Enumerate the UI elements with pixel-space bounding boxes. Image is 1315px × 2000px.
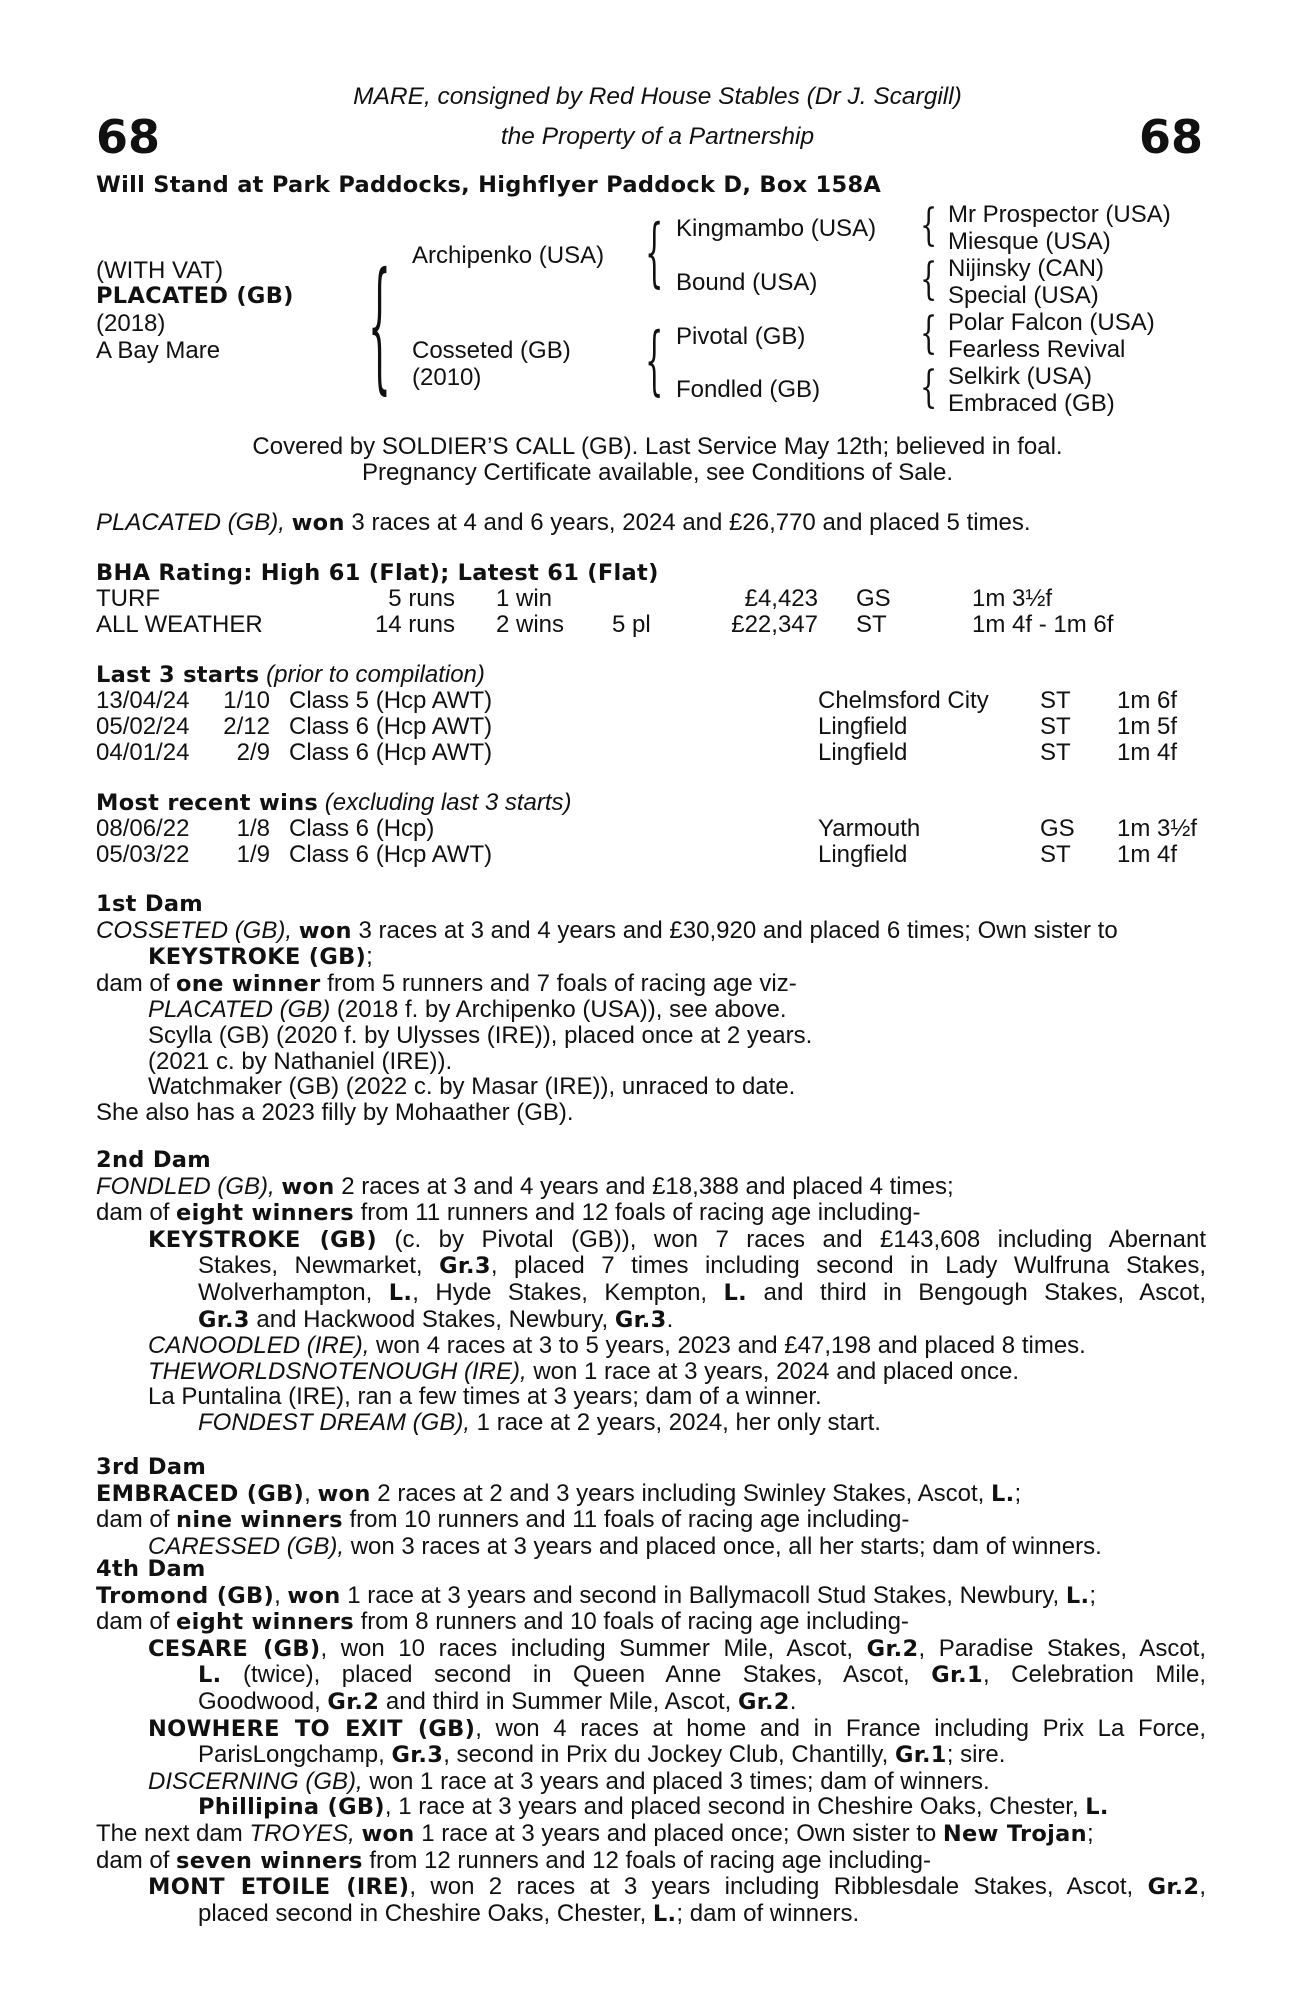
mont-etoile-listed: L. (652, 1900, 677, 1927)
theworldsnotenough-record: won 1 race at 3 years, 2024 and placed once. (526, 1357, 1019, 1385)
last-start-1-class: Class 5 (Hcp AWT) (289, 687, 493, 714)
bha-aw-placed: 5 pl (612, 611, 651, 638)
last-start-3-class: Class 6 (Hcp AWT) (289, 739, 493, 766)
keystroke-grade-2: Gr.3 (198, 1306, 250, 1333)
grandsire-1: Mr Prospector (USA) (948, 201, 1171, 228)
nowhere-text-2a: ParisLongchamp, (198, 1741, 392, 1769)
third-dam-name: EMBRACED (GB) (96, 1480, 305, 1507)
last-start-1-date: 13/04/24 (96, 687, 190, 714)
pedigree-brace-2a: { (645, 210, 664, 298)
theworldsnotenough-name: THEWORLDSNOTENOUGH (IRE), (148, 1357, 527, 1385)
keystroke-text-3c: , Hyde Stakes, Kempton, (412, 1278, 724, 1306)
cesare-text-3e: . (789, 1687, 797, 1715)
summary-rest: 3 races at 4 and 6 years, 2024 and £26,770 and placed 5 times. (344, 509, 1031, 536)
nowhere-to-exit-record: , won 4 races at home and in France including Prix La Force, (475, 1714, 1206, 1742)
second-dam-won: won (281, 1173, 335, 1200)
last-start-2-distance: 1m 5f (1117, 713, 1178, 740)
next-dam-intro: The next dam (96, 1819, 250, 1847)
mont-etoile-text-2c: ; dam of winners. (676, 1899, 860, 1927)
location-line: Will Stand at Park Paddocks, Highflyer Paddock D, Box 158A (96, 172, 882, 198)
granddam-4: Embraced (GB) (948, 390, 1115, 417)
horse-name: PLACATED (GB) (96, 283, 294, 309)
recent-win-2-class: Class 6 (Hcp AWT) (289, 841, 493, 868)
produce-2023-filly: She also has a 2023 filly by Mohaather (GB). (96, 1098, 574, 1126)
last-start-2-class: Class 6 (Hcp AWT) (289, 713, 493, 740)
keystroke-text-2c: , placed 7 times including second in Lady Wulfruna Stakes, (490, 1252, 1207, 1280)
second-dam-of: dam of (96, 1199, 177, 1227)
phillipina-listed: L. (1085, 1794, 1109, 1821)
bha-aw-runs: 14 runs (374, 611, 455, 638)
third-dam-listed: L. (990, 1480, 1015, 1507)
keystroke-record: (c. by Pivotal (GB)), won 7 races and £143,608 including Abernant (376, 1225, 1206, 1253)
mont-etoile-name: MONT ETOILE (IRE) (148, 1874, 410, 1901)
second-dam-foals: from 11 runners and 12 foals of racing age including- (353, 1199, 921, 1227)
keystroke-text-4d: . (666, 1305, 674, 1333)
nowhere-text-2c: , second in Prix du Jockey Club, Chantilly, (443, 1741, 895, 1769)
last-start-1-course: Chelmsford City (818, 687, 989, 714)
recent-win-2-date: 05/03/22 (96, 841, 190, 868)
fourth-dam-won: won (287, 1582, 341, 1609)
cesare-name: CESARE (GB) (148, 1635, 321, 1662)
bha-turf-distance: 1m 3½f (972, 585, 1053, 612)
summary-name: PLACATED (GB), (96, 509, 285, 536)
next-dam-record: 1 race at 3 years and placed once; Own sister to (414, 1819, 943, 1847)
bha-turf-runs: 5 runs (388, 585, 455, 612)
last-start-1-going: ST (1040, 687, 1071, 714)
last-start-3-distance: 1m 4f (1117, 739, 1178, 766)
cesare-text-1c: , Paradise Stakes, Ascot, (918, 1634, 1206, 1662)
grandsire-3: Polar Falcon (USA) (948, 309, 1155, 336)
last-starts-title: Last 3 starts (96, 662, 260, 688)
granddam-3: Fearless Revival (948, 336, 1126, 363)
first-dam-winners: one winner (176, 970, 321, 997)
first-dam-won: won (298, 917, 352, 944)
third-dam-record: 2 races at 2 and 3 years including Swinley Stakes, Ascot, (370, 1479, 991, 1507)
phillipina-record: , 1 race at 3 years and placed second in Cheshire Oaks, Chester, (384, 1793, 1086, 1821)
sire: Archipenko (USA) (412, 242, 605, 269)
cesare-listed: L. (198, 1662, 222, 1689)
recent-win-2-distance: 1m 4f (1117, 841, 1178, 868)
next-dam-won: won (361, 1820, 415, 1847)
nowhere-to-exit-name: NOWHERE TO EXIT (GB) (148, 1715, 476, 1742)
pedigree-brace-3a: { (920, 201, 938, 252)
keystroke-text-3e: and third in Bengough Stakes, Ascot, (747, 1278, 1206, 1306)
first-dam-section (96, 892, 1206, 1125)
bha-aw-distance: 1m 4f - 1m 6f (972, 611, 1114, 638)
covering-line-1: Covered by SOLDIER’S CALL (GB). Last Service May 12th; believed in foal. (252, 433, 1063, 460)
keystroke-grade-3: Gr.3 (614, 1306, 667, 1333)
race-summary (96, 510, 1031, 537)
lot-number-right: 68 (1138, 110, 1203, 164)
cesare-text-3a: Goodwood, (198, 1687, 328, 1715)
fourth-dam-of: dam of (96, 1608, 177, 1636)
recent-win-1-distance: 1m 3½f (1117, 815, 1198, 842)
fourth-dam-punct: ; (1089, 1581, 1097, 1609)
bha-aw-prize: £22,347 (731, 611, 818, 638)
nowhere-grade-1: Gr.3 (391, 1742, 444, 1769)
pedigree-brace-3b: { (920, 255, 938, 306)
last-start-3-course: Lingfield (818, 739, 908, 766)
third-dam-punct: ; (1014, 1479, 1022, 1507)
keystroke-listed-1: L. (388, 1279, 413, 1306)
cesare-text-2b: (twice), placed second in Queen Anne Stakes, Ascot, (221, 1661, 932, 1689)
keystroke-text-3a: Wolverhampton, (198, 1278, 389, 1306)
vat-note: (WITH VAT) (96, 257, 224, 284)
third-dam-title: 3rd Dam (96, 1454, 207, 1480)
produce-placated-note: (2018 f. by Archipenko (USA)), see above. (330, 996, 787, 1024)
horse-year: (2018) (96, 310, 166, 337)
granddam-1: Miesque (USA) (948, 228, 1111, 255)
cesare-grade-4: Gr.2 (738, 1688, 790, 1715)
first-dam-title: 1st Dam (96, 891, 204, 917)
keystroke-text-4b: and Hackwood Stakes, Newbury, (249, 1305, 615, 1333)
second-dam-name: FONDLED (GB), (96, 1172, 275, 1200)
fourth-dam-title: 4th Dam (96, 1556, 206, 1582)
third-dam-foals: from 10 runners and 11 foals of racing age including- (342, 1506, 910, 1534)
discerning-name: DISCERNING (GB), (148, 1767, 363, 1795)
phillipina-name: Phillipina (GB) (198, 1794, 385, 1821)
produce-2021-colt: (2021 c. by Nathaniel (IRE)). (148, 1047, 453, 1075)
bha-aw-surface: ALL WEATHER (96, 611, 263, 638)
third-dam-winners: nine winners (176, 1507, 343, 1534)
cesare-text-2d: , Celebration Mile, (982, 1661, 1207, 1689)
sire-dam: Bound (USA) (676, 269, 818, 296)
second-dam-record: 2 races at 3 and 4 years and £18,388 and placed 4 times; (334, 1172, 954, 1200)
grandsire-4: Selkirk (USA) (948, 363, 1093, 390)
keystroke-text-2a: Stakes, Newmarket, (198, 1252, 440, 1280)
last-start-2-course: Lingfield (818, 713, 908, 740)
discerning-record: won 1 race at 3 years and placed 3 times; dam of winners. (362, 1767, 990, 1795)
nowhere-grade-2: Gr.1 (894, 1742, 947, 1769)
la-puntalina: La Puntalina (IRE), ran a few times at 3 years; dam of a winner. (148, 1383, 822, 1411)
next-dam-winners: seven winners (176, 1847, 363, 1874)
property-line: the Property of a Partnership (500, 123, 815, 150)
third-dam-sep: , (304, 1479, 318, 1507)
dam-sire: Pivotal (GB) (676, 323, 806, 350)
bha-aw-wins: 2 wins (496, 611, 565, 638)
last-start-2-date: 05/02/24 (96, 713, 190, 740)
next-dam-sibling: New Trojan (942, 1820, 1087, 1847)
last-start-2-pos: 2/12 (223, 713, 270, 740)
keystroke-name: KEYSTROKE (GB) (148, 1226, 377, 1253)
keystroke-listed-2: L. (723, 1279, 748, 1306)
consignor-line: MARE, consigned by Red House Stables (Dr J. Scargill) (353, 83, 962, 110)
caressed-record: won 3 races at 3 years and placed once, all her starts; dam of winners. (344, 1532, 1102, 1560)
last-start-3-going: ST (1040, 739, 1071, 766)
dam: Cosseted (GB) (412, 337, 571, 364)
fourth-dam-foals: from 8 runners and 10 foals of racing age including- (353, 1608, 909, 1636)
caressed-name: CARESSED (GB), (148, 1532, 345, 1560)
produce-watchmaker: Watchmaker (GB) (2022 c. by Masar (IRE)), unraced to date. (148, 1073, 796, 1101)
fourth-dam-section (96, 1557, 1206, 1927)
canoodled-record: won 4 races at 3 to 5 years, 2023 and £47,198 and placed 8 times. (369, 1332, 1086, 1360)
first-dam-foals: from 5 runners and 7 foals of racing age viz- (320, 969, 797, 997)
recent-win-1-going: GS (1040, 815, 1075, 842)
mont-etoile-grade: Gr.2 (1147, 1874, 1200, 1901)
bha-rating: BHA Rating: High 61 (Flat); Latest 61 (Flat) (96, 560, 659, 586)
recent-win-2-course: Lingfield (818, 841, 908, 868)
next-dam-name: TROYES, (249, 1819, 355, 1847)
mont-etoile-punct: , (1199, 1873, 1206, 1901)
fourth-dam-record: 1 race at 3 years and second in Ballymacoll Stud Stakes, Newbury, (340, 1581, 1066, 1609)
recent-wins-title: Most recent wins (96, 790, 319, 816)
recent-win-1-class: Class 6 (Hcp) (289, 815, 435, 842)
second-dam-winners: eight winners (176, 1200, 354, 1227)
recent-wins-note: (excluding last 3 starts) (318, 789, 572, 816)
fourth-dam-winners: eight winners (176, 1609, 354, 1636)
next-dam-of: dam of (96, 1846, 177, 1874)
last-start-1-pos: 1/10 (223, 687, 270, 714)
bha-turf-surface: TURF (96, 585, 160, 612)
fondest-dream-record: 1 race at 2 years, 2024, her only start. (470, 1408, 881, 1436)
bha-turf-prize: £4,423 (744, 585, 818, 612)
cesare-text-3c: and third in Summer Mile, Ascot, (379, 1687, 738, 1715)
last-start-3-date: 04/01/24 (96, 739, 190, 766)
first-dam-name: COSSETED (GB), (96, 916, 293, 944)
last-start-1-distance: 1m 6f (1117, 687, 1178, 714)
keystroke-grade-1: Gr.3 (439, 1253, 491, 1280)
produce-placated: PLACATED (GB) (148, 996, 331, 1024)
bha-aw-going: ST (856, 611, 887, 638)
cesare-text-1a: , won 10 races including Summer Mile, Ascot, (320, 1634, 867, 1662)
produce-scylla: Scylla (GB) (2020 f. by Ulysses (IRE)), placed once at 2 years. (148, 1021, 813, 1049)
fondest-dream-name: FONDEST DREAM (GB), (198, 1408, 471, 1436)
nowhere-text-2e: ; sire. (946, 1741, 1006, 1769)
pedigree-brace-3d: { (920, 363, 938, 414)
last-starts-heading (96, 662, 485, 689)
second-dam-title: 2nd Dam (96, 1147, 212, 1173)
fourth-dam-sep: , (274, 1581, 288, 1609)
pedigree-brace-3c: { (920, 309, 938, 360)
fourth-dam-listed: L. (1065, 1582, 1090, 1609)
granddam-2: Special (USA) (948, 282, 1099, 309)
horse-description: A Bay Mare (96, 337, 221, 364)
sire-sire: Kingmambo (USA) (676, 215, 877, 242)
recent-win-1-pos: 1/8 (236, 815, 270, 842)
recent-win-1-course: Yarmouth (818, 815, 921, 842)
bha-turf-going: GS (856, 585, 891, 612)
dam-year: (2010) (412, 364, 482, 391)
first-dam-sister-punct: ; (366, 943, 373, 971)
third-dam-section (96, 1455, 1206, 1559)
dam-dam: Fondled (GB) (676, 376, 821, 403)
canoodled-name: CANOODLED (IRE), (148, 1332, 370, 1360)
fourth-dam-name: Tromond (GB) (96, 1582, 275, 1609)
next-dam-punct: ; (1086, 1819, 1094, 1847)
lot-number-left: 68 (96, 110, 161, 164)
first-dam-sister: KEYSTROKE (GB) (148, 944, 367, 971)
recent-win-1-date: 08/06/22 (96, 815, 190, 842)
second-dam-section (96, 1148, 1206, 1436)
third-dam-won: won (317, 1480, 371, 1507)
summary-won: won (291, 510, 345, 536)
next-dam-foals: from 12 runners and 12 foals of racing age including- (362, 1846, 932, 1874)
recent-wins-heading (96, 790, 572, 817)
third-dam-of: dam of (96, 1506, 177, 1534)
mont-etoile-record: , won 2 races at 3 years including Ribblesdale Stakes, Ascot, (409, 1873, 1148, 1901)
cesare-grade-3: Gr.2 (327, 1688, 380, 1715)
grandsire-2: Nijinsky (CAN) (948, 255, 1104, 282)
bha-turf-wins: 1 win (496, 585, 553, 612)
cesare-grade-1: Gr.2 (866, 1635, 919, 1662)
last-start-3-pos: 2/9 (236, 739, 270, 766)
first-dam-of: dam of (96, 969, 177, 997)
pedigree-brace-1: { (368, 246, 391, 410)
cesare-grade-2: Gr.1 (931, 1662, 983, 1689)
last-starts-note: (prior to compilation) (259, 661, 485, 688)
recent-win-2-pos: 1/9 (236, 841, 270, 868)
pedigree-brace-2b: { (645, 318, 664, 406)
mont-etoile-text-2a: placed second in Cheshire Oaks, Chester, (198, 1899, 653, 1927)
last-start-2-going: ST (1040, 713, 1071, 740)
first-dam-record: 3 races at 3 and 4 years and £30,920 and placed 6 times; Own sister to (351, 916, 1118, 944)
covering-line-2: Pregnancy Certificate available, see Conditions of Sale. (362, 459, 953, 486)
recent-win-2-going: ST (1040, 841, 1071, 868)
